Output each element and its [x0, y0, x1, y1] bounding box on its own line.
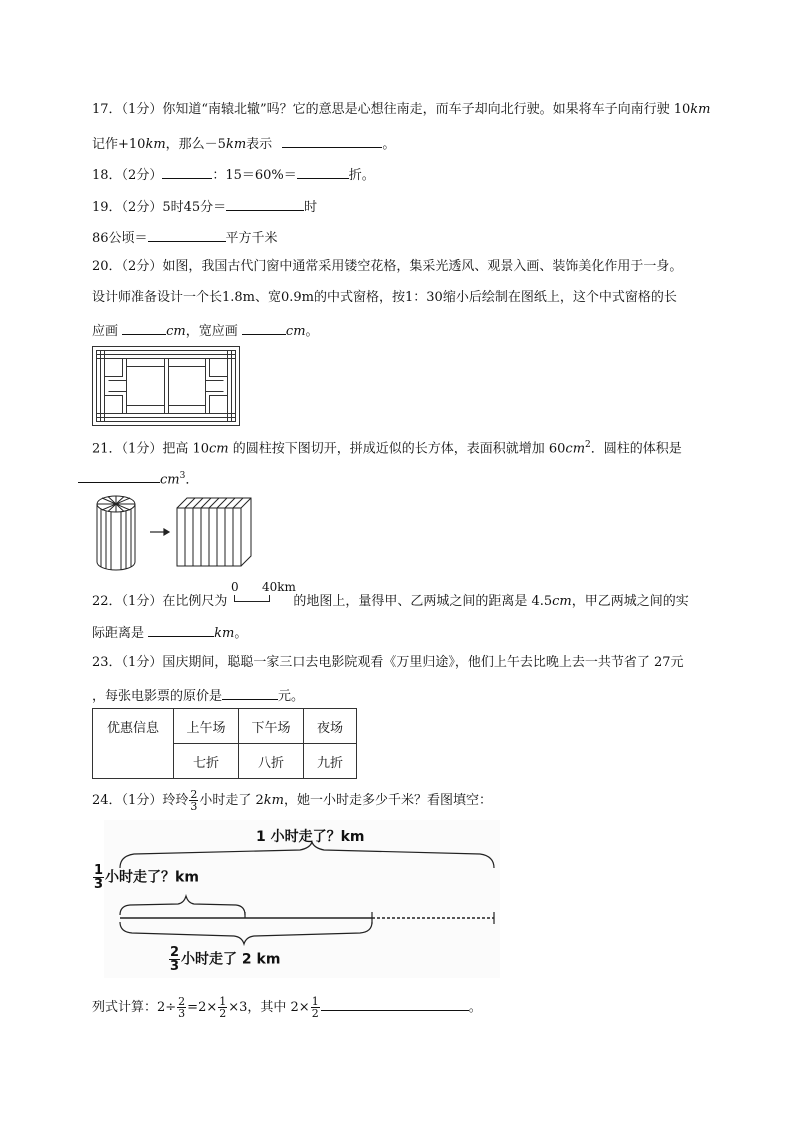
q20-text-4: ，宽应画 [185, 324, 238, 339]
q17-line1 [92, 101, 711, 119]
q22-line1 [92, 593, 689, 611]
frac-numerator: 1 [94, 863, 104, 878]
table-header-cell: 优惠信息 [93, 709, 174, 779]
q19-text-a: 19．（2分）5时45分＝ [92, 200, 227, 215]
q24-calc-b: =2× [187, 1000, 218, 1015]
q20-unit: cm [285, 324, 306, 339]
fraction-one-third [93, 864, 104, 891]
q23-answer-blank[interactable] [222, 685, 278, 700]
frac-denominator: 3 [94, 877, 104, 892]
q20-text-2: 设计师准备设计一个长1.8m、宽0.9m的中式窗格，按1：30缩小后绘制在图纸上，这个中式窗格的长 [92, 290, 677, 305]
frac-denominator: 3 [178, 1007, 186, 1020]
frac-numerator: 2 [170, 945, 180, 960]
fraction-two-thirds [189, 789, 198, 812]
q17-text-c: 表示 [246, 137, 273, 152]
q20-text-1: 20．（2分）如图，我国古代门窗中通常采用镂空花格，集采光透风、观景入画、装饰美化作用于一身。 [92, 259, 683, 274]
q19-text-c: 86公顷＝ [92, 231, 148, 246]
q19-line2 [92, 227, 278, 248]
col-afternoon: 下午场 [239, 709, 304, 744]
q17-unit: km [690, 102, 711, 117]
frac-denominator: 2 [219, 1007, 227, 1020]
q23-text-1: 23．（1分）国庆期间，聪聪一家三口去电影院观看《万里归途》，他们上午去比晚上去一共节省了 27元 [92, 655, 684, 670]
scale-bar-line [228, 594, 276, 604]
q24-calc-a: 列式计算：2÷ [92, 1000, 177, 1015]
q22-end: 。 [234, 626, 248, 641]
q18-label: 18．（2分） [92, 168, 163, 183]
cylinder-cut-figure [94, 492, 254, 572]
q17-end: 。 [382, 137, 396, 152]
fraction-one-half [218, 996, 227, 1019]
q18-blank-1[interactable] [162, 164, 212, 179]
frac-numerator: 1 [219, 995, 227, 1008]
q24-calc-line [92, 995, 482, 1021]
q20-blank-1[interactable] [122, 320, 166, 335]
frac-numerator: 2 [178, 995, 186, 1008]
q23-text-2: ，每张电影票的原价是 [92, 689, 223, 704]
q21-sup: 3 [179, 471, 186, 481]
scale-40km-label: 40km [262, 580, 296, 594]
q22-text-c: ，甲乙两城之间的实 [571, 594, 689, 609]
q22-text-b: 的地图上，量得甲、乙两城之间的距离是 4.5 [293, 594, 553, 609]
discount-table [92, 708, 357, 779]
q24-unit: km [263, 793, 284, 808]
q22-text-d: 际距离是 [92, 626, 145, 641]
q20-blank-2[interactable] [242, 320, 286, 335]
q17-text-a: 记作+10 [92, 137, 146, 152]
q21-line2 [78, 467, 198, 489]
q24-calc-c: ×3，其中 2× [228, 1000, 310, 1015]
one-third-label [92, 864, 199, 891]
q19-blank-2[interactable] [148, 227, 226, 242]
q17-line2 [92, 133, 395, 154]
segment-diagram [94, 820, 500, 978]
q18-end: 折。 [348, 168, 375, 183]
two-thirds-text: 小时走了 2 km [181, 951, 281, 968]
q21-text-a: 21．（1分）把高 10 [92, 441, 209, 457]
scale-zero-label: 0 [231, 580, 239, 594]
fraction-two-thirds [169, 946, 180, 973]
q19-text-b: 时 [304, 200, 318, 215]
q21-text-c: ．圆柱的体积是 [590, 441, 682, 457]
one-third-text: 小时走了？km [105, 869, 199, 886]
q20-text-3: 应画 [92, 324, 119, 339]
val-evening: 九折 [304, 744, 357, 779]
q20-line3 [92, 320, 319, 341]
frac-numerator: 1 [311, 995, 319, 1008]
q21-text-b: 的圆柱按下图切开，拼成近似的长方体，表面积就增加 60 [228, 441, 566, 457]
q19-text-d: 平方千米 [225, 231, 278, 246]
val-afternoon: 八折 [239, 744, 304, 779]
fraction-one-half [311, 996, 320, 1019]
q22-line2 [92, 622, 247, 643]
q24-end: 。 [468, 1000, 482, 1015]
one-hour-label: 1 小时走了？km [256, 829, 365, 845]
q22-text-a: 22．（1分）在比例尺为 [92, 594, 228, 609]
two-thirds-label [168, 946, 280, 973]
q22-answer-blank[interactable] [148, 622, 214, 637]
q24-text-b: 小时走了 2 [199, 793, 264, 808]
fraction-two-thirds [177, 996, 186, 1019]
table-row [93, 709, 357, 744]
q18-blank-2[interactable] [297, 164, 349, 179]
q17-answer-blank[interactable] [282, 133, 382, 148]
frac-denominator: 3 [170, 959, 180, 974]
frac-numerator: 2 [190, 788, 198, 801]
q21-unit: cm [160, 472, 180, 488]
q24-text-a: 24．（1分）玲玲 [92, 793, 189, 808]
q17-text-b: ，那么－5 [165, 137, 226, 152]
q21-end: ． [185, 472, 199, 488]
q21-unit: cm [565, 441, 586, 457]
col-evening: 夜场 [304, 709, 357, 744]
q19-blank-1[interactable] [226, 196, 304, 211]
scale-bar [228, 578, 304, 608]
col-morning: 上午场 [174, 709, 239, 744]
q21-line1 [92, 436, 682, 458]
frac-denominator: 2 [311, 1007, 319, 1020]
val-morning: 七折 [174, 744, 239, 779]
q20-unit: cm [166, 324, 186, 339]
q23-line1 [92, 654, 684, 672]
q18-text: ：15＝60%＝ [212, 168, 297, 183]
q20-line2 [92, 289, 677, 307]
q23-text-3: 元。 [278, 689, 305, 704]
q17-unit: km [225, 137, 247, 152]
q22-unit-cm: cm [552, 594, 572, 609]
q21-answer-blank[interactable] [78, 468, 160, 483]
q23-line2 [92, 685, 304, 706]
q19-line1 [92, 196, 317, 217]
q18-line [92, 164, 375, 185]
q21-sup: 2 [585, 440, 591, 450]
window-lattice-figure [92, 346, 240, 426]
q24-answer-blank[interactable] [321, 996, 469, 1011]
q21-unit: cm [209, 441, 229, 457]
q17-text: 17．（1分）你知道“南辕北辙”吗？它的意思是心想往南走，而车子却向北行驶。如果将车子向南行驶 10 [92, 102, 691, 117]
frac-denominator: 3 [190, 800, 198, 813]
q20-line1 [92, 258, 682, 276]
q24-text-c: ，她一小时走多少千米？看图填空： [283, 793, 492, 808]
q24-line1 [92, 788, 492, 814]
q17-unit: km [145, 137, 166, 152]
q22-unit-km: km [214, 626, 235, 641]
q20-end: 。 [305, 324, 319, 339]
